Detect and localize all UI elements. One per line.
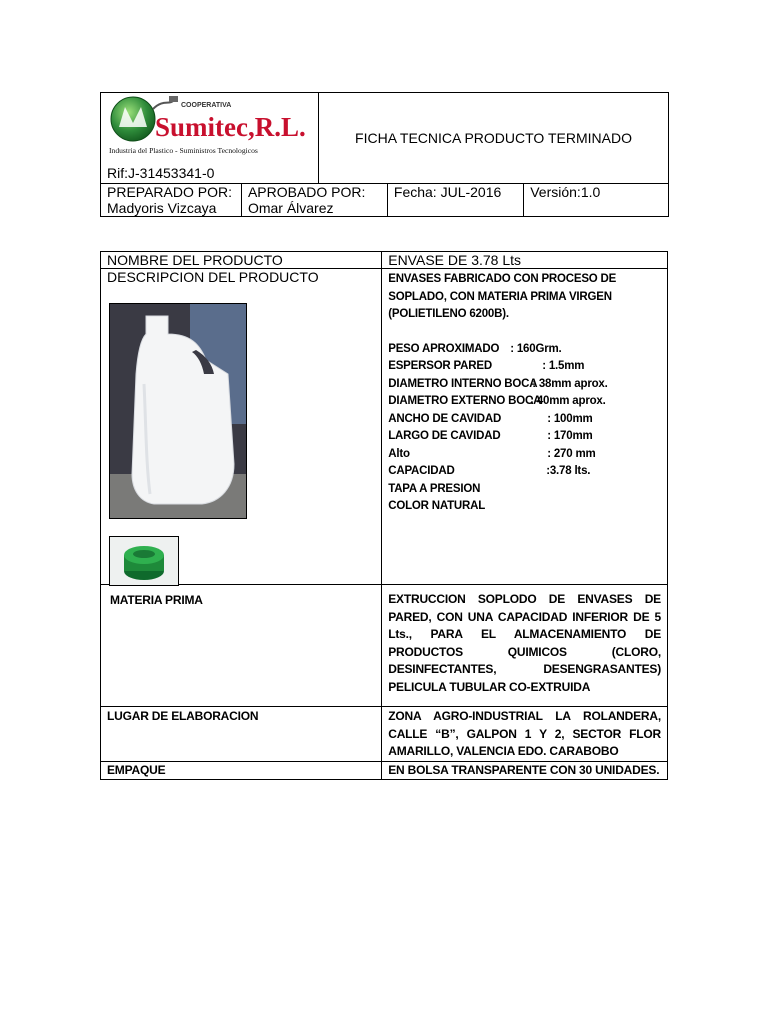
version-cell: Versión:1.0 [524,184,669,217]
production-place-label: LUGAR DE ELABORACION [101,707,382,762]
spec-list [388,341,661,516]
prepared-by-cell [101,184,242,217]
document-title: FICHA TECNICA PRODUCTO TERMINADO [319,93,669,184]
raw-material-label: MATERIA PRIMA [101,585,382,707]
spec-item: DIAMETRO INTERNO BOCA : 38mm aprox. [388,377,608,390]
approved-by-name: Omar Álvarez [247,200,334,216]
product-description-label: DESCRIPCION DEL PRODUCTO [107,269,319,285]
spec-extra: TAPA A PRESION [388,482,481,495]
spec-item: LARGO DE CAVIDAD : 170mm [388,430,593,442]
spec-item: DIAMETRO EXTERNO BOCA : 40mm aprox. [388,395,606,407]
production-place-value: ZONA AGRO-INDUSTRIAL LA ROLANDERA, CALLE “B”, GALPON 1 Y 2, SECTOR FLOR AMARILLO, VALENCIA EDO. CARABOBO [382,707,668,762]
spec-item: CAPACIDAD :3.78 lts. [388,465,591,477]
product-name-label: NOMBRE DEL PRODUCTO [101,252,382,269]
svg-text:Industria del Plastico - Sumin: Industria del Plastico - Suministros Tecnologicos [109,146,258,155]
product-description-cell [382,269,668,585]
bottle-image-icon [110,304,246,518]
spec-item: Alto : 270 mm [388,447,596,460]
cap-photo [109,536,179,586]
logo-emblem-icon [107,93,312,165]
raw-material-value: EXTRUCCION SOPLODO DE ENVASES DE PARED, CON UNA CAPACIDAD INFERIOR DE 5 Lts., PARA EL ALMACENAMIENTO DE PRODUCTOS QUIMICOS (CLORO, DESINFECTANTES, DESENGRASANTES) PELICULA TUBULAR CO-EXTRUIDA [382,585,668,707]
product-description-label-cell [101,269,382,585]
company-logo [107,93,312,165]
spec-item: ESPERSOR PARED : 1.5mm [388,360,585,372]
spec-item: ANCHO DE CAVIDAD : 100mm [388,412,593,425]
approved-by-cell [241,184,387,217]
svg-text:Sumitec,R.L.: Sumitec,R.L. [155,112,306,142]
date-cell: Fecha: JUL-2016 [387,184,523,217]
packaging-value: EN BOLSA TRANSPARENTE CON 30 UNIDADES. [382,761,668,780]
header-table [100,92,669,217]
packaging-label: EMPAQUE [101,761,382,780]
product-name-value: ENVASE DE 3.78 Lts [382,252,668,269]
cap-image-icon [110,537,178,585]
logo-cell [101,93,319,184]
product-table [100,251,668,780]
prepared-by-label: PREPARADO POR: [107,184,232,200]
spec-item: PESO APROXIMADO : 160Grm. [388,342,562,355]
prepared-by-name: Madyoris Vizcaya [107,200,217,216]
bottle-photo [109,303,247,519]
svg-text:COOPERATIVA: COOPERATIVA [181,102,232,109]
rif-number: Rif:J-31453341-0 [107,165,215,181]
product-description-intro: ENVASES FABRICADO CON PROCESO DE SOPLADO, CON MATERIA PRIMA VIRGEN (POLIETILENO 6200B). [388,273,617,320]
spec-extra: COLOR NATURAL [388,500,486,512]
approved-by-label: APROBADO POR: [247,184,366,200]
